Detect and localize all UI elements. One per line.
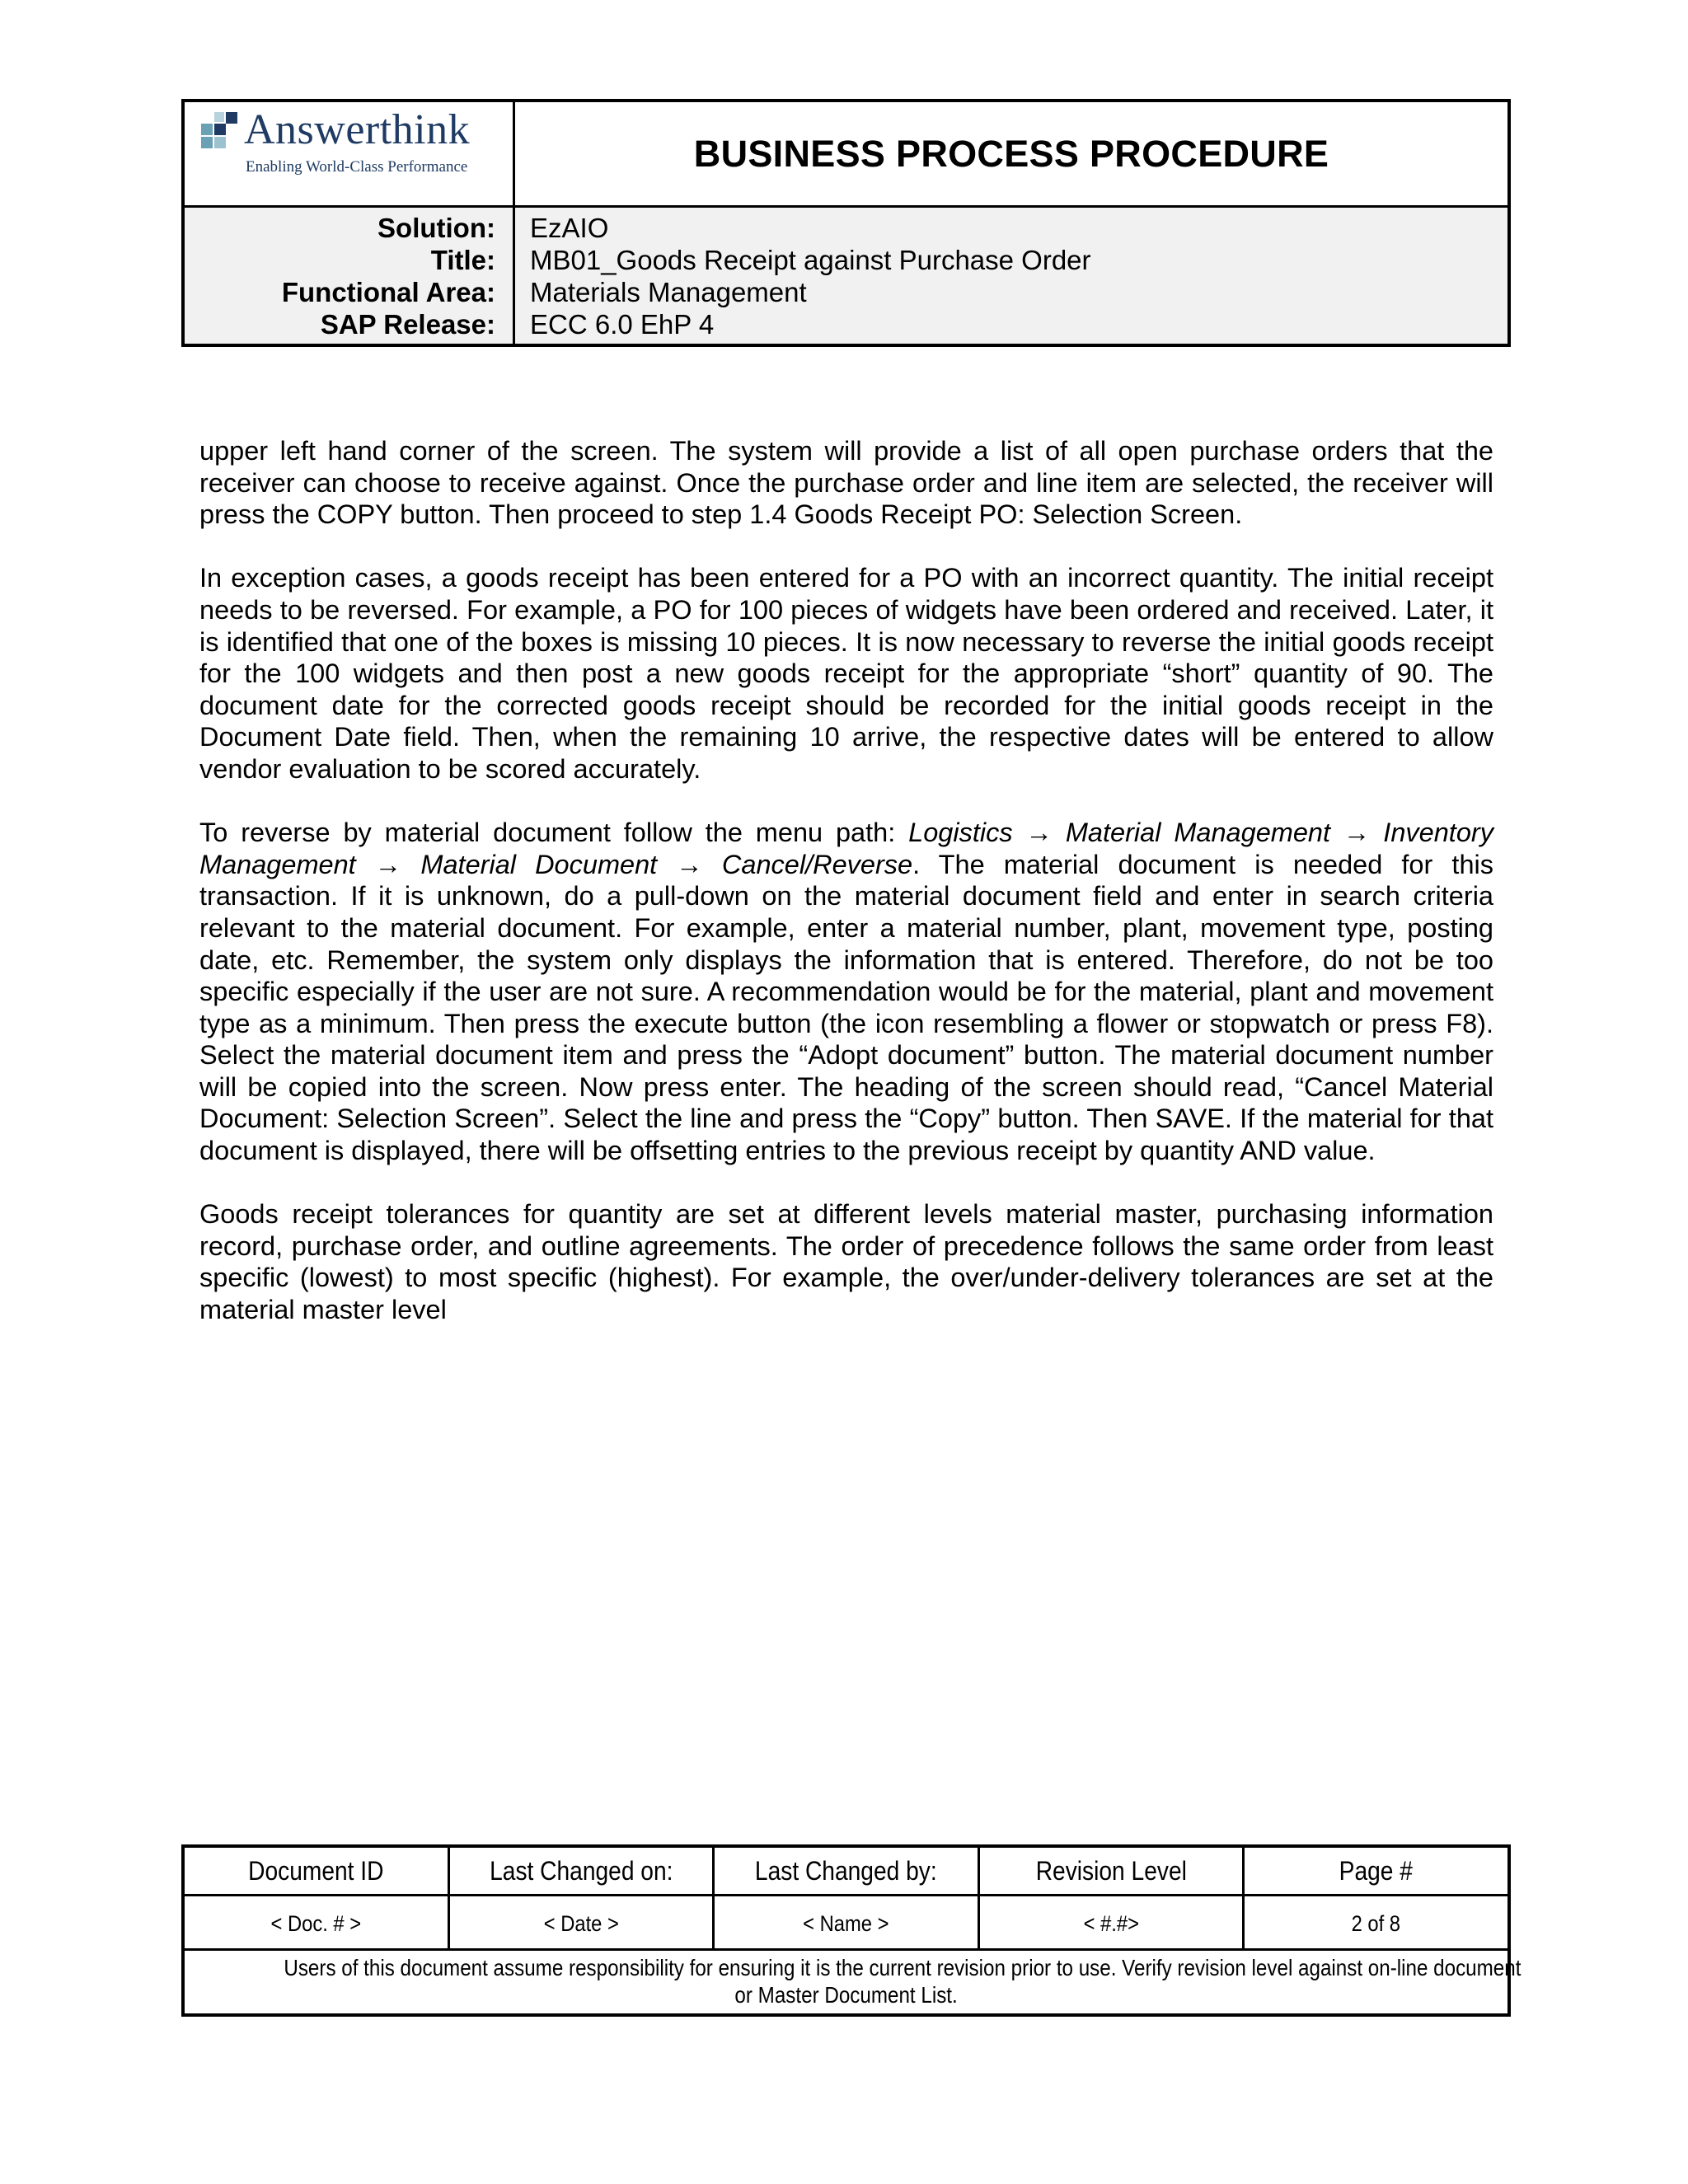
logo-wordmark: Answerthink bbox=[244, 106, 471, 153]
revision-level-value: < #.#> bbox=[1083, 1911, 1139, 1936]
document-footer bbox=[181, 1844, 1522, 2017]
paragraph-3-intro: To reverse by material document follow the menu path: bbox=[199, 818, 909, 848]
title-value: MB01_Goods Receipt against Purchase Order bbox=[530, 245, 1091, 275]
paragraph-3 bbox=[199, 817, 1493, 1167]
info-values bbox=[515, 212, 1507, 340]
document-id-header: Document ID bbox=[248, 1856, 384, 1886]
last-changed-by-header: Last Changed by: bbox=[755, 1856, 937, 1886]
header-info-row bbox=[185, 208, 1507, 344]
solution-label: Solution: bbox=[377, 213, 495, 243]
page-number-value: 2 of 8 bbox=[1351, 1911, 1401, 1936]
logo-tagline: Enabling World-Class Performance bbox=[246, 158, 468, 176]
page-number-header: Page # bbox=[1339, 1856, 1414, 1886]
paragraph-1: upper left hand corner of the screen. The system will provide a list of all open purchase orders that the receiver can choose to receive against. Once the purchase order and line item are selected, the receiver will press the COPY button. Then proceed to step 1.4 Goods Receipt PO: Selection Screen. bbox=[199, 436, 1493, 530]
functional-area-value: Materials Management bbox=[530, 277, 807, 307]
revision-level-header: Revision Level bbox=[1035, 1856, 1187, 1886]
footer-header-row bbox=[185, 1848, 1507, 1896]
footer-values-row bbox=[185, 1896, 1507, 1951]
menu-path: Logistics → Material Management → Inventory Management → Material Document → Cancel/Reverse bbox=[199, 818, 1493, 879]
paragraph-4: Goods receipt tolerances for quantity are set at different levels material master, purchasing information record, purchase order, and outline agreements. The order of precedence follows the same order from least specific (lowest) to most specific (highest). For example, the over/under-delivery tolerances are set at the material master level bbox=[199, 1199, 1493, 1325]
disclaimer-line-2: or Master Document List. bbox=[734, 1982, 958, 2008]
logo bbox=[201, 106, 504, 153]
last-changed-on-header: Last Changed on: bbox=[489, 1856, 673, 1886]
page-title: BUSINESS PROCESS PROCEDURE bbox=[693, 132, 1329, 175]
last-changed-on-value: < Date > bbox=[543, 1911, 619, 1936]
answerthink-logo-icon bbox=[201, 112, 237, 148]
disclaimer-line-1: Users of this document assume responsibility for ensuring it is the current revision prior to use. Verify revision level against on-line document bbox=[284, 1955, 1522, 1980]
sap-release-value: ECC 6.0 EhP 4 bbox=[530, 309, 715, 340]
paragraph-3-rest: . The material document is needed for this transaction. If it is unknown, do a pull-down on the material document field and enter in search criteria relevant to the material document. For example, enter a material number, plant, movement type, posting date, etc. Remember, the system only displays the information that is entered. Therefore, do not be too specific especially if the user are not sure. A recommendation would be for the material, plant and movement type as a minimum. Then press the execute button (the icon resembling a flower or stopwatch or press F8). Select the material document item and press the “Adopt document” button. The material document number will be copied into the screen. Now press enter. The heading of the screen should read, “Cancel Material Document: Selection Screen”. Select the line and press the “Copy” button. Then SAVE. If the material for that document is displayed, there will be offsetting entries to the previous receipt by quantity AND value. bbox=[199, 849, 1493, 1166]
title-cell bbox=[515, 102, 1507, 205]
logo-cell bbox=[185, 102, 515, 205]
functional-area-label: Functional Area: bbox=[281, 277, 495, 307]
document-id-value: < Doc. # > bbox=[270, 1911, 362, 1936]
sap-release-label: SAP Release: bbox=[320, 309, 495, 340]
paragraph-2: In exception cases, a goods receipt has been entered for a PO with an incorrect quantity. The initial receipt needs to be reversed. For example, a PO for 100 pieces of widgets have been ordered and received. Later, it is identified that one of the boxes is missing 10 pieces. It is now necessary to reverse the initial goods receipt for the 100 widgets and then post a new goods receipt for the appropriate “short” quantity of 90. The document date for the corrected goods receipt should be recorded for the initial goods receipt in the Document Date field. Then, when the remaining 10 arrive, the respective dates will be entered to allow vendor evaluation to be scored accurately. bbox=[199, 563, 1493, 784]
footer-disclaimer bbox=[185, 1951, 1522, 2013]
title-label: Title: bbox=[430, 245, 495, 275]
header-top-row bbox=[185, 102, 1507, 208]
last-changed-by-value: < Name > bbox=[803, 1911, 889, 1936]
info-labels bbox=[185, 208, 515, 344]
document-body bbox=[199, 435, 1493, 1357]
solution-value: EzAIO bbox=[530, 213, 609, 243]
document-header bbox=[181, 99, 1511, 347]
